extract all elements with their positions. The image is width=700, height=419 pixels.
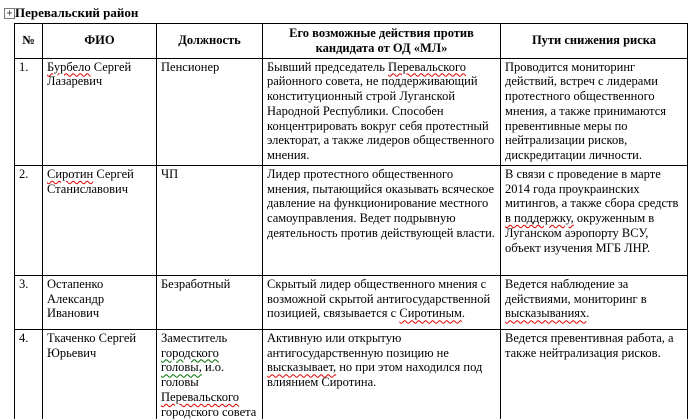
page-title: Перевальский район	[15, 5, 139, 20]
table-row	[15, 58, 688, 165]
table-row	[15, 275, 688, 329]
cell-actions[interactable]: Лидер протестного общественного мнения, пытающийся оказывать всяческое давление на функционирование местного самоуправления. Ведет подрывную деятельность против действующей власти.	[263, 165, 501, 275]
header-actions: Его возможные действия против кандидата от ОД «МЛ»	[263, 24, 501, 59]
table-row	[15, 165, 688, 275]
cell-actions[interactable]: Активную или открытую антигосударственную позицию не высказывает, но при этом находился под влиянием Сиротина.	[263, 329, 501, 419]
cell-num[interactable]: 3.	[15, 275, 43, 329]
risk-table	[14, 23, 688, 419]
expand-table-icon[interactable]: +	[4, 8, 15, 19]
cell-num[interactable]: 1.	[15, 58, 43, 165]
cell-fio[interactable]: Сиротин Сергей Станиславович	[43, 165, 157, 275]
cell-risk[interactable]: Проводится мониторинг действий, встреч с лидерами протестного общественного мнения, а также принимаются превентивные меры по нейтрализации рисков, дискредитации личности.	[501, 58, 688, 165]
cell-position[interactable]: ЧП	[157, 165, 263, 275]
cell-fio[interactable]: Ткаченко Сергей Юрьевич	[43, 329, 157, 419]
cell-position[interactable]: Заместитель городского головы, и.о. головы Перевальского городского совета	[157, 329, 263, 419]
cell-fio[interactable]: Остапенко Александр Иванович	[43, 275, 157, 329]
header-num: №	[15, 24, 43, 59]
cell-risk[interactable]: В связи с проведение в марте 2014 года проукраинских митингов, а также сбора средств в поддержку, окруженным в Луганском аэропорту ВСУ, объект изучения МГБ ЛНР.	[501, 165, 688, 275]
cell-position[interactable]: Безработный	[157, 275, 263, 329]
header-position: Должность	[157, 24, 263, 59]
cell-position[interactable]: Пенсионер	[157, 58, 263, 165]
cell-num[interactable]: 4.	[15, 329, 43, 419]
cell-actions[interactable]: Скрытый лидер общественного мнения с возможной скрытой антигосударственной позицией, связывается с Сиротиным.	[263, 275, 501, 329]
table-header-row	[15, 24, 688, 59]
table-row	[15, 329, 688, 419]
cell-fio[interactable]: Бурбело Сергей Лазаревич	[43, 58, 157, 165]
cell-risk[interactable]: Ведется наблюдение за действиями, мониторинг в высказываниях.	[501, 275, 688, 329]
header-risk: Пути снижения риска	[501, 24, 688, 59]
header-fio: ФИО	[43, 24, 157, 59]
cell-num[interactable]: 2.	[15, 165, 43, 275]
cell-actions[interactable]: Бывший председатель Перевальского районного совета, не поддерживающий конституционный строй Луганской Народной Республики. Способен концентрировать вокруг себя протестный электорат, а также лидеров общественного мнения.	[263, 58, 501, 165]
cell-risk[interactable]: Ведется превентивная работа, а также нейтрализация рисков.	[501, 329, 688, 419]
